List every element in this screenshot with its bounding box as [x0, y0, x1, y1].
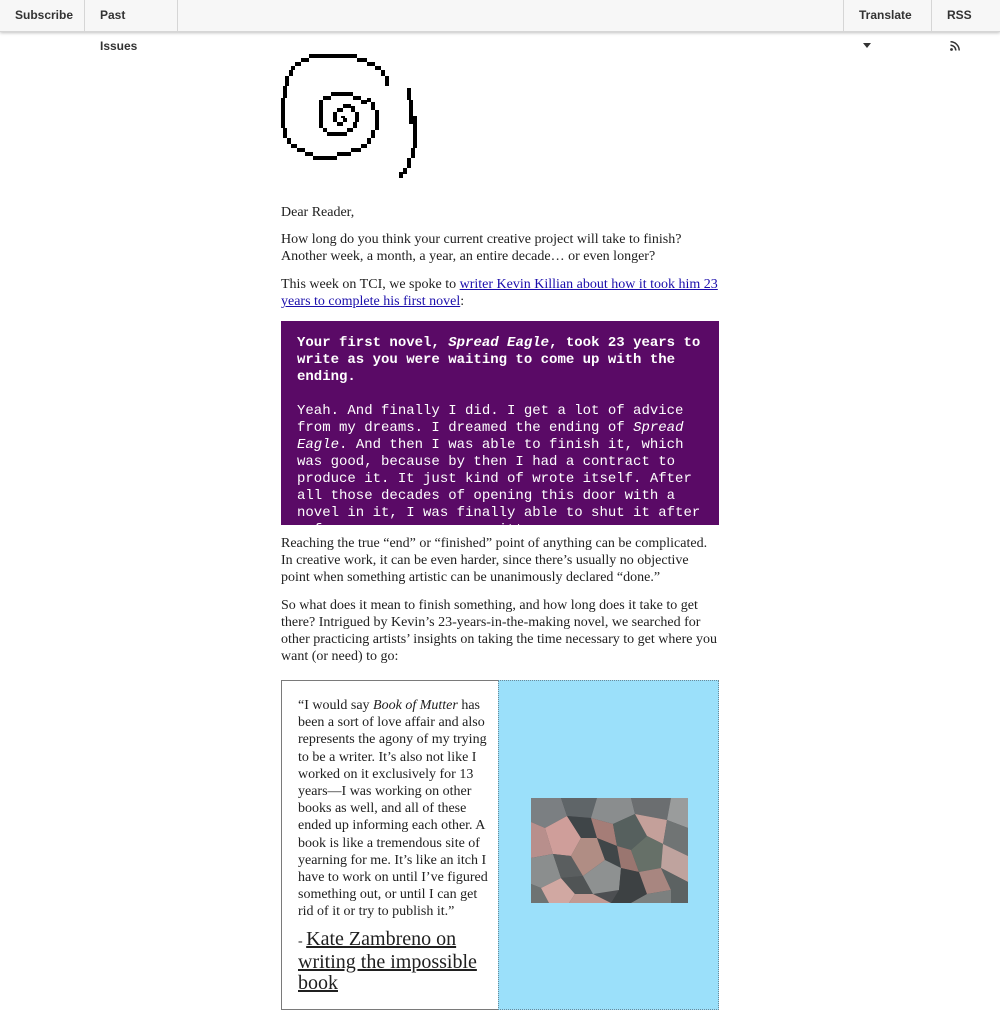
quote-column	[281, 680, 498, 1010]
so-what-paragraph: So what does it mean to finish something, and how long does it take to get there? Intrigued by Kevin’s 23-years-in-the-making novel, we searched for other practicing artists’ insights on taking the time necessary to get where you want (or need) to go:	[281, 598, 717, 664]
interview-answer-title: Spread Eagle	[297, 420, 684, 453]
rss-label: RSS	[947, 8, 972, 22]
rss-link[interactable]	[931, 0, 1000, 31]
rss-icon	[950, 41, 960, 51]
intro-paragraph	[281, 276, 719, 310]
intro-colon: :	[460, 294, 465, 309]
book-title: Book of Mutter	[373, 698, 458, 713]
zambreno-quote-rest: has been a sort of love affair and also represents the agony of my trying to be a writer. It’s also not like I worked on it exclusively for 13 years—I was working on other books as well, and all of these ended up informing each other. A book is like a tremendous site of yearning for me. It’s like an itch I have to work on until I’ve figured something out, or until I can get rid of it or try to publish it.”	[298, 698, 488, 920]
translate-dropdown[interactable]	[843, 0, 931, 31]
interview-question-title: Spread Eagle	[448, 335, 550, 351]
zambreno-quote	[298, 697, 488, 921]
attribution-dash: -	[298, 934, 307, 949]
interview-excerpt	[281, 321, 719, 538]
past-issues-link[interactable]	[85, 0, 178, 53]
kate-zambreno-article-link[interactable]: Kate Zambreno on writing the impossible book	[298, 928, 477, 994]
greeting: Dear Reader,	[281, 205, 355, 220]
rocks-photo-icon[interactable]	[531, 798, 688, 903]
subscribe-label: Subscribe	[15, 8, 74, 22]
zambreno-quote-open: “I would say	[298, 698, 374, 713]
interview-question-text: Your first novel,	[297, 335, 449, 351]
subscribe-link[interactable]	[0, 0, 85, 31]
interview-question	[297, 335, 703, 386]
image-column	[498, 680, 719, 1010]
reaching-paragraph: Reaching the true “end” or “finished” point of anything can be complicated. In creative work, it can be even harder, since there’s usually no objective point when something artistic can be unanimously declared “done.”	[281, 536, 708, 585]
quote-attribution	[298, 929, 488, 994]
caret-down-icon	[863, 43, 871, 48]
kevin-killian-interview-link[interactable]: writer Kevin Killian about how it took him 23 years to complete his first novel	[281, 277, 718, 309]
interview-question-rest: , took 23 years to write as you were waiting to come up with the ending.	[297, 335, 701, 385]
interview-answer	[297, 403, 703, 539]
translate-label: Translate	[859, 8, 912, 22]
spiral-logo-icon	[281, 54, 417, 178]
question-paragraph: How long do you think your current creative project will take to finish? Another week, a month, a year, an entire decade… or even longer?	[281, 232, 682, 264]
interview-answer-rest: . And then I was able to finish it, which was good, because by then I had a contract to produce it. It just kind of wrote itself. After all those decades of opening this door with a novel in it, I was finally able to shut it after a few more pages were written.	[297, 437, 701, 538]
top-nav-bar	[0, 0, 1000, 53]
interview-answer-text: Yeah. And finally I did. I get a lot of advice from my dreams. I dreamed the ending of	[297, 403, 684, 436]
intro-text: This week on TCI, we spoke to	[281, 277, 460, 292]
artist-quote-block	[281, 680, 719, 1010]
past-issues-label: Past Issues	[100, 8, 138, 53]
